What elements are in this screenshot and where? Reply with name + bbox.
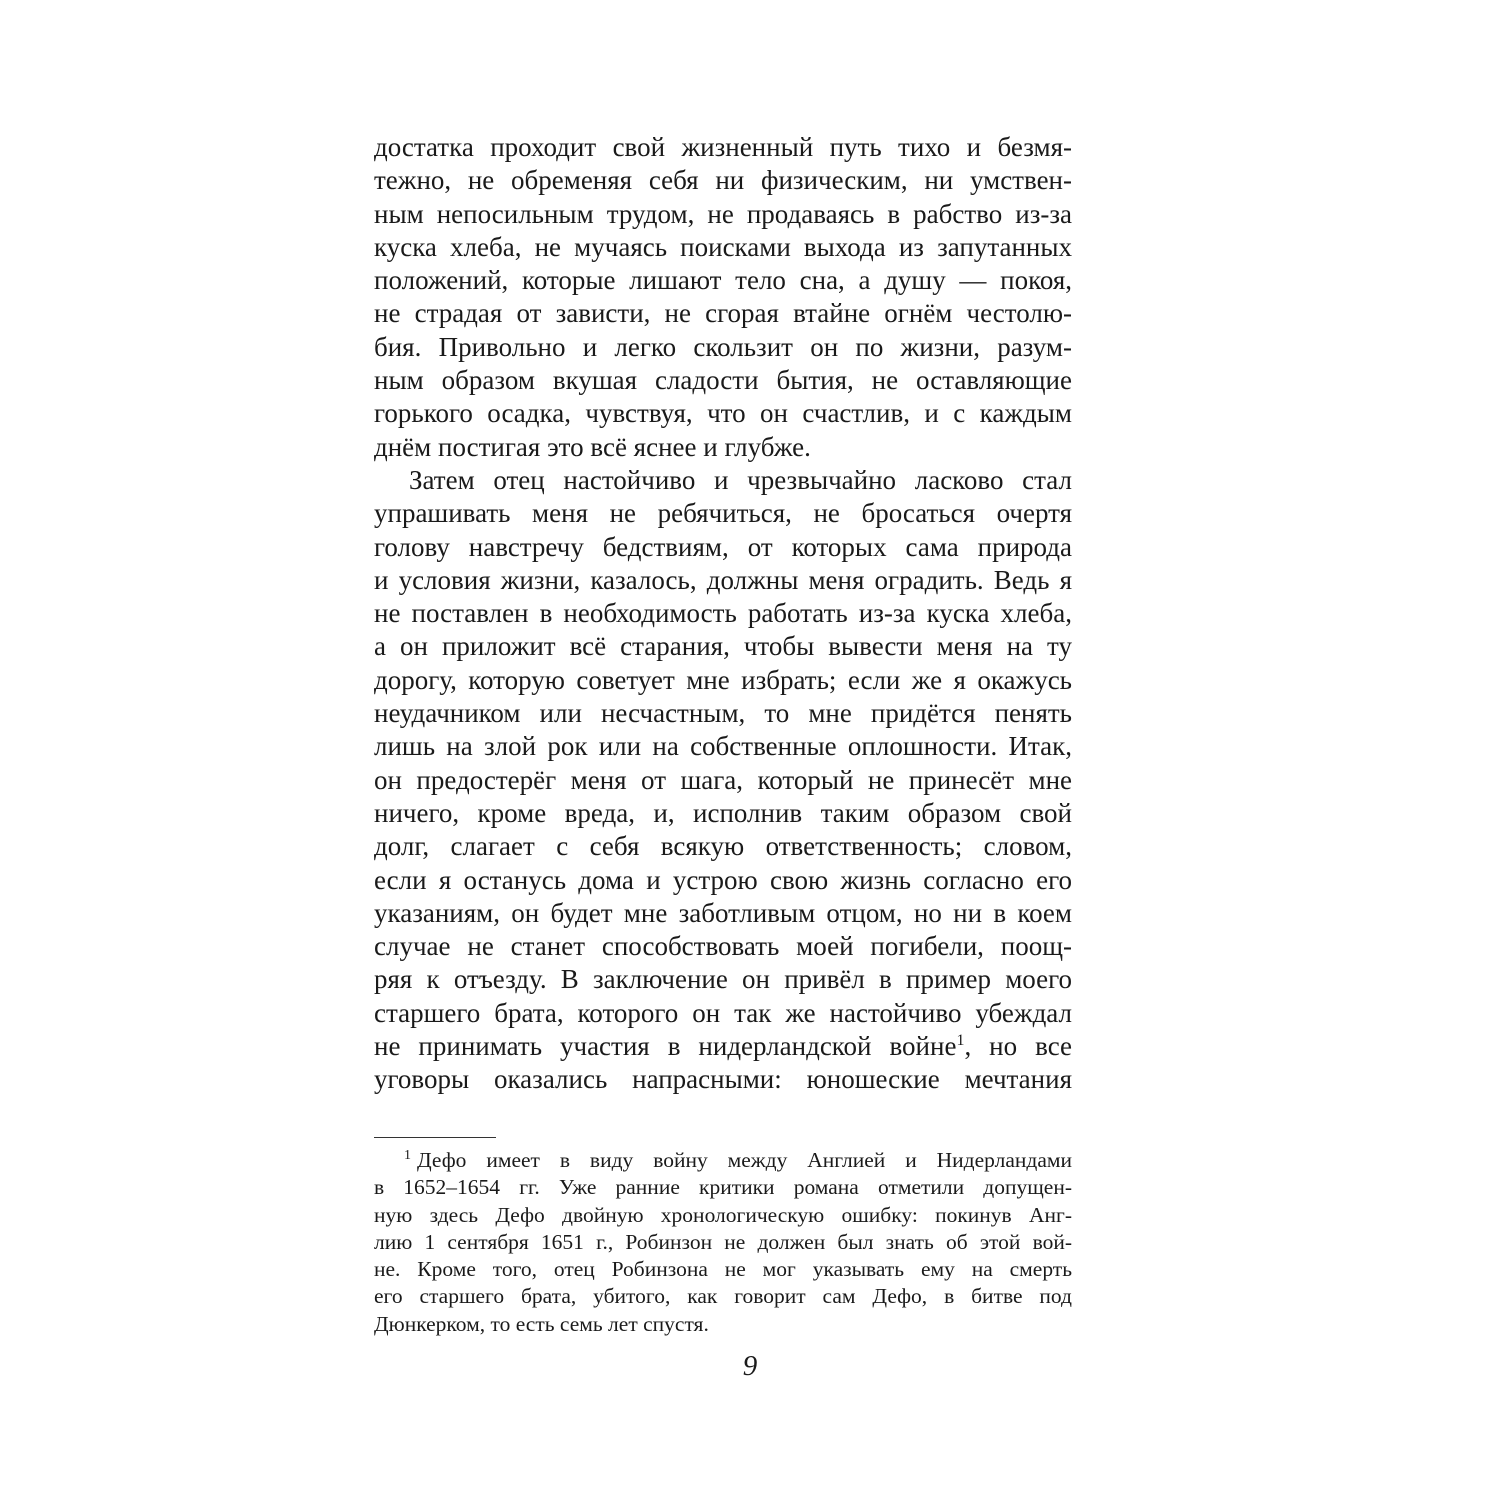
text-line: куска хлеба, не мучаясь поисками выхода из запутанных	[374, 231, 1072, 262]
text-line: голову навстречу бедствиям, от которых сама природа	[374, 531, 1072, 562]
text-line: тежно, не обременяя себя ни физическим, ни умствен-	[374, 165, 1072, 196]
text-line: старшего брата, которого он так же настойчиво убеждал	[374, 997, 1072, 1028]
text-line: бия. Привольно и легко скользит он по жизни, разум-	[374, 331, 1072, 362]
text-line: днём постигая это всё яснее и глубже.	[374, 431, 811, 462]
text-line: Затем отец настойчиво и чрезвычайно ласково стал	[409, 464, 1072, 495]
text-line: дорогу, которую советует мне избрать; если же я окажусь	[374, 664, 1072, 695]
text-line: лишь на злой рок или на собственные оплошности. Итак,	[374, 731, 1072, 762]
text-line: он предостерёг меня от шага, который не принесёт мне	[374, 764, 1072, 795]
text-line: уговоры оказались напрасными: юношеские мечтания	[374, 1064, 1072, 1095]
text-line-tail: , но все	[964, 1031, 1072, 1062]
footnote-line: не. Кроме того, отец Робинзона не мог указывать ему на смерть	[374, 1257, 1072, 1282]
text-line: и условия жизни, казалось, должны меня оградить. Ведь я	[374, 564, 1072, 595]
text-line: упрашивать меня не ребячиться, не бросаться очертя	[374, 498, 1072, 529]
text-line: а он приложит всё старания, чтобы вывести меня на ту	[374, 631, 1072, 662]
text-line: если я останусь дома и устрою свою жизнь согласно его	[374, 864, 1072, 895]
footnote-line: Дюнкерком, то есть семь лет спустя.	[374, 1311, 709, 1336]
text-line: ным непосильным трудом, не продаваясь в рабство из-за	[374, 198, 1072, 229]
text-line: не поставлен в необходимость работать из-за куска хлеба,	[374, 598, 1072, 629]
footnote-line: его старшего брата, убитого, как говорит сам Дефо, в битве под	[374, 1284, 1072, 1309]
text-line: положений, которые лишают тело сна, а душу — покоя,	[374, 265, 1072, 296]
text-line-with-footnote	[374, 1030, 1072, 1063]
footnote-line: в 1652–1654 гг. Уже ранние критики романа отметили допущен-	[374, 1175, 1072, 1200]
footnote	[374, 1147, 1072, 1338]
footnote-line: ную здесь Дефо двойную хронологическую ошибку: покинув Анг-	[374, 1202, 1072, 1227]
text-line: ничего, кроме вреда, и, исполнив таким образом свой	[374, 797, 1072, 828]
footnote-marker: 1	[404, 1148, 411, 1163]
text-line: случае не станет способствовать моей погибели, поощ-	[374, 931, 1072, 962]
text-line: долг, слагает с себя всякую ответственность; словом,	[374, 831, 1072, 862]
text-line: ным образом вкушая сладости бытия, не оставляющие	[374, 365, 1072, 396]
footnote-line-text: Дефо имеет в виду войну между Англией и Нидерландами	[417, 1148, 1072, 1172]
footnote-line	[374, 1147, 1072, 1174]
main-text	[374, 131, 1072, 1097]
text-line: ряя к отъезду. В заключение он привёл в пример моего	[374, 964, 1072, 995]
text-line: неудачником или несчастным, то мне придётся пенять	[374, 698, 1072, 729]
text-line: горького осадка, чувствуя, что он счастлив, и с каждым	[374, 398, 1072, 429]
footnote-reference[interactable]: 1	[956, 1032, 965, 1050]
footnote-line: лию 1 сентября 1651 г., Робинзон не должен был знать об этой вой-	[374, 1229, 1072, 1254]
text-line: не страдая от зависти, не сгорая втайне огнём честолю-	[374, 298, 1072, 329]
footnote-separator	[374, 1137, 496, 1138]
text-line: указаниям, он будет мне заботливым отцом, но ни в коем	[374, 897, 1072, 928]
page-number: 9	[742, 1350, 758, 1382]
text-line-start: не принимать участия в нидерландской войне	[374, 1031, 957, 1062]
text-line: достатка проходит свой жизненный путь тихо и безмя-	[374, 132, 1072, 162]
